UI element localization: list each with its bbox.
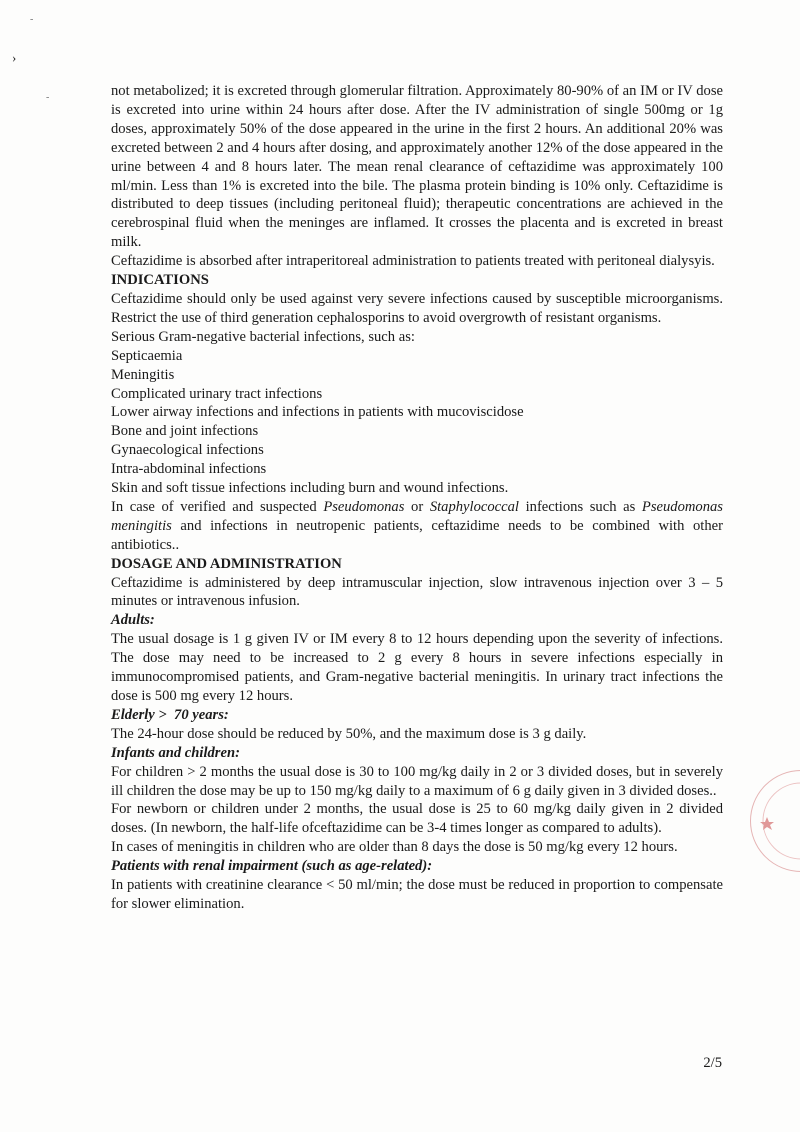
children-text: For children > 2 months the usual dose is 30 to 100 mg/kg daily in 2 or 3 divided doses, but in severely ill children the dose may be up to 150 mg/kg daily to a maximum of 6 g daily given in 3 divided doses.. [111, 763, 723, 799]
renal-heading: Patients with renal impairment (such as age-related): [111, 858, 433, 875]
indication-item: Septicaemia [111, 347, 183, 364]
organism-name: Staphylococcal [429, 498, 519, 515]
text-run: or [404, 498, 430, 515]
indications-intro: Ceftazidime should only be used against very severe infections caused by susceptible microorganisms. Restrict the use of third generation cephalosporins to avoid overgrowth of resistant organisms. [111, 290, 723, 326]
elderly-text: The 24-hour dose should be reduced by 50%, and the maximum dose is 3 g daily. [111, 725, 587, 742]
indication-item: Meningitis [111, 366, 175, 383]
adults-text: The usual dosage is 1 g given IV or IM every 8 to 12 hours depending upon the severity of infections. The dose may need to be increased to 2 g every 8 hours in severe infections especially in immunocompromised patients, and Gram-negative bacterial meningitis. In urinary tract infections the dose is 500 mg every 12 hours. [111, 631, 723, 704]
meningitis-children-text: In cases of meningitis in children who are older than 8 days the dose is 50 mg/kg every 12 hours. [111, 839, 678, 856]
indication-item: Complicated urinary tract infections [111, 385, 323, 402]
indication-item: Intra-abdominal infections [111, 461, 267, 478]
newborn-text: For newborn or children under 2 months, the usual dose is 25 to 60 mg/kg daily given in 2 divided doses. (In newborn, the half-life ofceftazidime can be 3-4 times longer as compared to adults). [111, 801, 723, 837]
document-body [111, 82, 723, 914]
text-run: In case of verified and suspected [111, 498, 324, 515]
combination-therapy-paragraph [111, 498, 723, 555]
text-run: and infections in neutropenic patients, ceftazidime needs to be combined with other antibiotics.. [111, 517, 723, 553]
indications-heading: INDICATIONS [111, 272, 209, 289]
indication-item: Skin and soft tissue infections including burn and wound infections. [111, 480, 509, 497]
organism-name: Pseudomonas [323, 498, 405, 515]
scan-mark: - [46, 92, 50, 103]
pharmacokinetics-paragraph: not metabolized; it is excreted through glomerular filtration. Approximately 80-90% of an IM or IV dose is excreted into urine within 24 hours after dose. After the IV administration of single 500mg or 1g doses, approximately 50% of the dose appeared in the urine in the first 2 hours. An additional 20% was excreted between 2 and 4 hours after dosing, and approximately another 12% of the dose appeared in the urine between 4 and 8 hours later. The mean renal clearance of ceftazidime was approximately 100 ml/min. Less than 1% is excreted into the bile. The plasma protein binding is 10% only. Ceftazidime is distributed to deep tissues (including peritoneal fluid); therapeutic concentrations are achieved in the cerebrospinal fluid when the meninges are inflamed. It crosses the placenta and is excreted in breast milk. [111, 83, 723, 251]
peritoneal-paragraph: Ceftazidime is absorbed after intraperitoreal administration to patients treated with peritoneal dialysyis. [111, 253, 715, 270]
dosage-intro: Ceftazidime is administered by deep intramuscular injection, slow intravenous injection over 3 – 5 minutes or intravenous infusion. [111, 574, 723, 610]
indication-item: Bone and joint infections [111, 423, 259, 440]
indication-item: Gynaecological infections [111, 442, 264, 459]
renal-text: In patients with creatinine clearance < 50 ml/min; the dose must be reduced in proportion to compensate for slower elimination. [111, 877, 723, 912]
official-seal-icon [750, 770, 800, 872]
children-heading: Infants and children: [111, 744, 240, 761]
page-number: 2/5 [703, 1055, 722, 1071]
text-run: infections such as [518, 498, 642, 515]
scan-mark: - [30, 14, 34, 25]
elderly-heading: Elderly > 70 years: [111, 706, 229, 723]
indications-list-intro: Serious Gram-negative bacterial infections, such as: [111, 328, 415, 345]
seal-star-icon [751, 771, 800, 871]
indication-item: Lower airway infections and infections in patients with mucoviscidose [111, 404, 524, 421]
dosage-heading: DOSAGE AND ADMINISTRATION [111, 555, 342, 572]
organism-name: Pseudomonas meningitis [111, 498, 723, 534]
adults-heading: Adults: [111, 612, 155, 629]
scan-mark: › [12, 50, 17, 65]
